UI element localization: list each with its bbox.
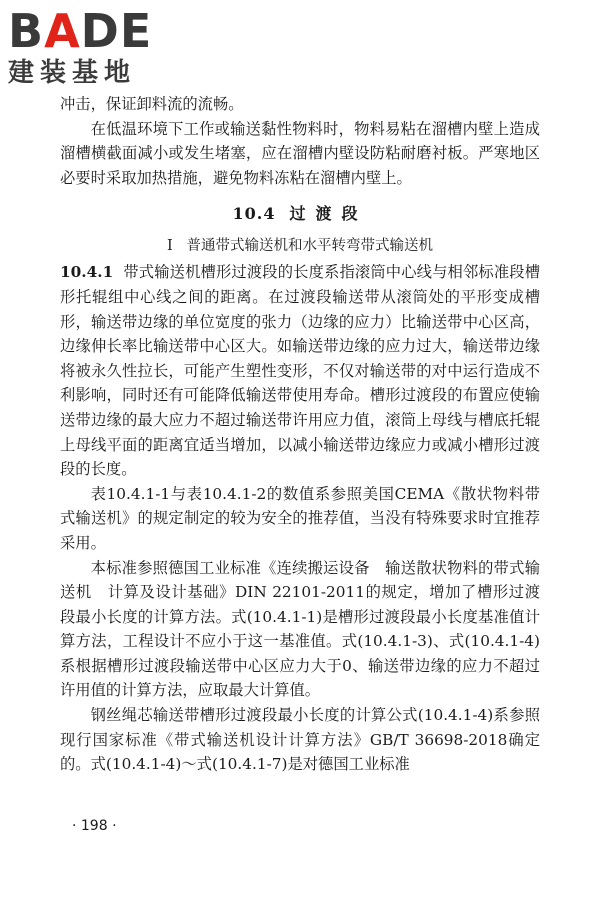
section-title: 过渡段: [289, 204, 368, 224]
subsection-title: 普通带式输送机和水平转弯带式输送机: [186, 238, 434, 255]
paragraph-low-temperature: 在低温环境下工作或输送黏性物料时，物料易粘在溜槽内壁上造成溜槽横截面减小或发生堵塞，应在溜槽内壁设防粘耐磨衬板。严寒地区必要时采取加热措施，避免物料冻粘在溜槽内壁上。: [60, 119, 540, 187]
logo-subtitle: 建装基地: [8, 58, 137, 88]
paragraph-din: 本标准参照德国工业标准《连续搬运设备 输送散状物料的带式输送机 计算及设计基础》DIN 22101-2011的规定，增加了槽形过渡段最小长度的计算方法。式(10.4.1-1)是槽形过渡段最小长度基准值计算方法，工程设计不应小于这一基准值。式(10.4.1-3)、式(10.4.1-4)系根据槽形过渡段输送带中心区应力大于0、输送带边缘的应力不超过许用值的计算方法，应取最大计算值。: [60, 558, 540, 700]
paragraph-cema: 表10.4.1-1与表10.4.1-2的数值系参照美国CEMA《散状物料带式输送机》的规定制定的较为安全的推荐值，当没有特殊要求时宜推荐采用。: [60, 484, 540, 552]
clause-10-4-1: [60, 260, 540, 481]
bade-logo: [8, 6, 178, 86]
logo-wordmark: BADE: [8, 4, 153, 58]
subsection-roman: Ⅰ: [166, 238, 173, 255]
document-body: [60, 92, 540, 777]
clause-number: 10.4.1: [60, 263, 114, 282]
paragraph-steel-cord: 钢丝绳芯输送带槽形过渡段最小长度的计算公式(10.4.1-4)系参照现行国家标准《带式输送机设计计算方法》GB/T 36698-2018确定的。式(10.4.1-4)～式(10.4.1-7)是对德国工业标准: [60, 706, 540, 774]
paragraph-continuation: 冲击，保证卸料流的流畅。: [60, 95, 244, 113]
section-number: 10.4: [232, 204, 276, 224]
clause-text: 带式输送机槽形过渡段的长度系指滚筒中心线与相邻标准段槽形托辊组中心线之间的距离。在过渡段输送带从滚筒处的平形变成槽形，输送带边缘的单位宽度的张力（边缘的应力）比输送带中心区高，边缘伸长率比输送带中心区大。如输送带边缘的应力过大，输送带边缘将被永久性拉长，可能产生塑性变形，不仅对输送带的对中运行造成不利影响，同时还有可能降低输送带使用寿命。槽形过渡段的布置应使输送带边缘的最大应力不超过输送带许用应力值，滚筒上母线与槽底托辊上母线平面的距离宜适当增加，以减小输送带边缘应力或减小槽形过渡段的长度。: [60, 263, 540, 479]
section-heading: [60, 201, 540, 224]
page-number: · 198 ·: [72, 818, 117, 834]
subsection-heading: [60, 234, 540, 258]
